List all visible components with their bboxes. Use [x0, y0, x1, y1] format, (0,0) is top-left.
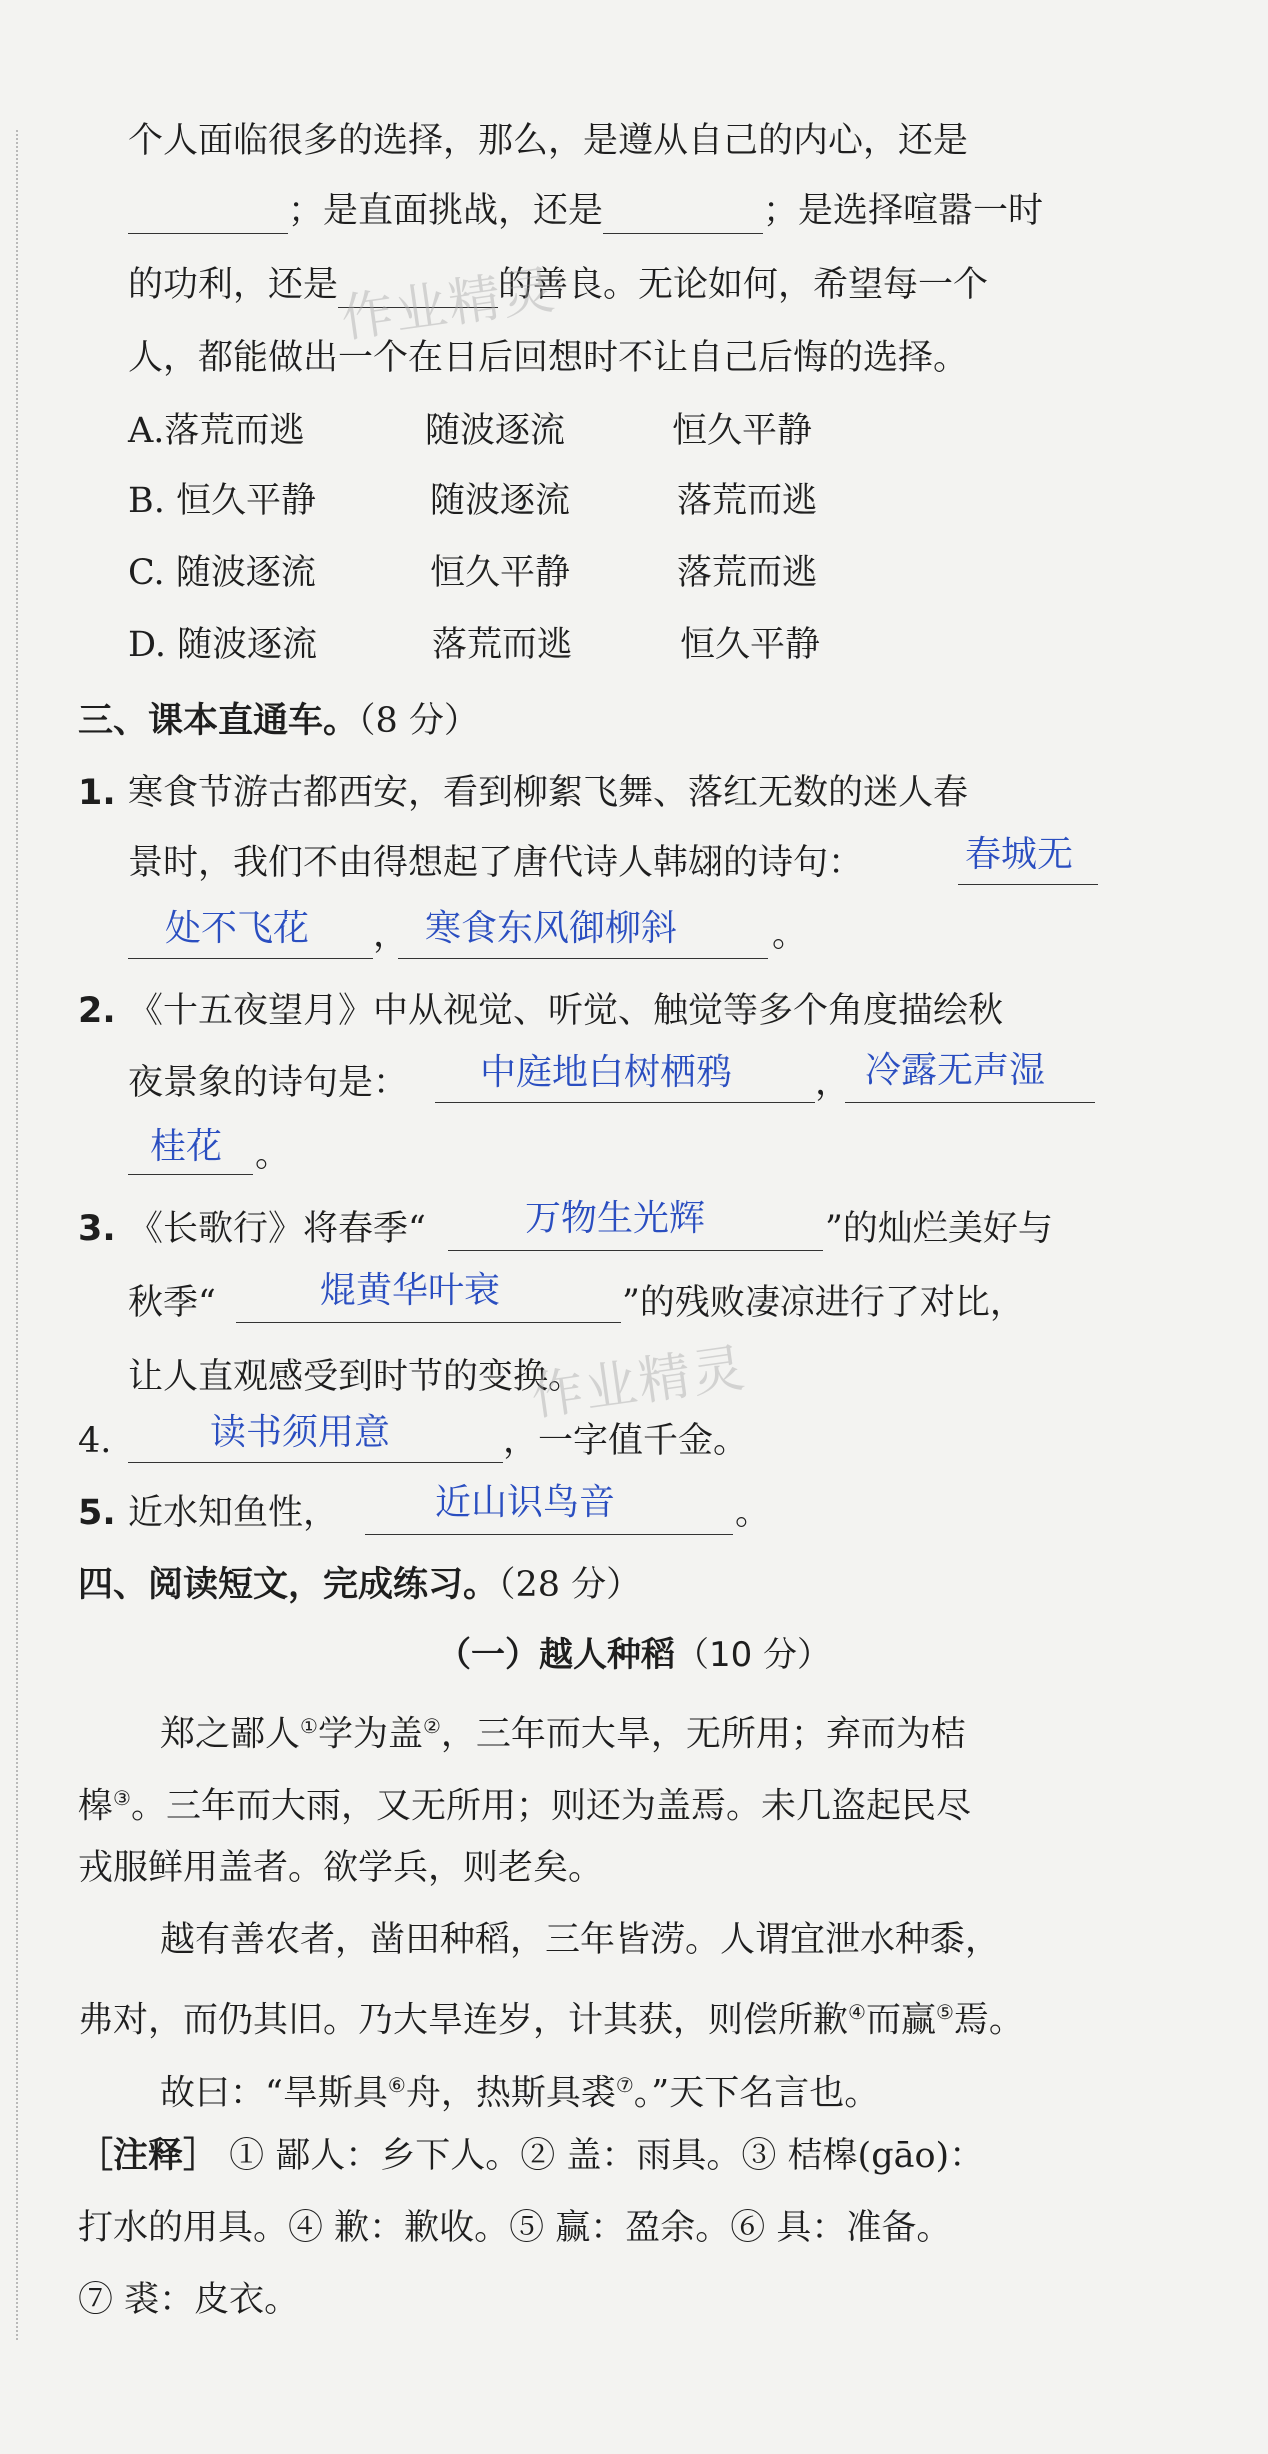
option-word: 落荒而逃 — [677, 481, 818, 521]
q2-answer-line-2 — [845, 1102, 1095, 1103]
q2-line-1 — [78, 988, 1003, 1034]
q5-line — [78, 1490, 338, 1536]
option-word: 落荒而逃 — [677, 553, 818, 593]
passage-score: （10 分） — [674, 1635, 832, 1675]
footnote-mark: ⑦ — [615, 2073, 634, 2097]
fill-blank-1[interactable] — [128, 193, 288, 234]
option-word: 恒久平静 — [672, 411, 813, 451]
q1-answer-line-3 — [398, 958, 768, 959]
q3-text: ”的灿烂美好与 — [825, 1209, 1053, 1249]
paragraph-text: 焉。 — [953, 2000, 1024, 2041]
paragraph-text: 而赢 — [865, 2000, 936, 2041]
passage-line-3 — [128, 262, 988, 308]
q1-line-2: 景时，我们不由得想起了唐代诗人韩翃的诗句： — [128, 843, 864, 883]
question-number: 1. — [78, 773, 116, 813]
option-word: 恒久平静 — [430, 553, 571, 593]
passage-text: ；是直面挑战，还是 — [288, 191, 604, 231]
option-letter: B. — [128, 481, 165, 521]
option-word: 随波逐流 — [430, 481, 571, 521]
q3-answer-part-1[interactable]: 万物生光辉 — [525, 1198, 706, 1239]
fill-blank-2[interactable] — [603, 193, 763, 234]
paragraph-3 — [160, 2062, 879, 2117]
q4-text: ，一字值千金。 — [503, 1421, 749, 1461]
question-number: 5. — [78, 1493, 116, 1533]
q3-answer-part-2[interactable]: 焜黄华叶衰 — [320, 1270, 501, 1311]
footnote-mark: ① — [300, 1714, 318, 1738]
section-score: （28 分） — [498, 1565, 642, 1605]
paragraph-text: 弗对，而仍其旧。乃大旱连岁，计其获，则偿所歉 — [78, 2000, 849, 2041]
paragraph-1-line-2 — [78, 1775, 971, 1830]
paragraph-2-line-1: 越有善农者，凿田种稻，三年皆涝。人谓宜泄水种黍， — [160, 1920, 1001, 1960]
q3-line-3: 让人直观感受到时节的变换。 — [128, 1357, 584, 1397]
q2-line-2: 夜景象的诗句是： — [128, 1063, 409, 1103]
paragraph-text: 。三年而大雨，又无所用；则还为盖焉。未几盗起民尽 — [130, 1786, 971, 1827]
footnote-mark: ② — [422, 1714, 441, 1738]
option-word: 随波逐流 — [177, 625, 318, 665]
section-title: 三、课本直通车。 — [78, 701, 359, 741]
passage-line-4: 人，都能做出一个在日后回想时不让自己后悔的选择。 — [128, 338, 969, 378]
q2-comma: ， — [815, 1063, 851, 1103]
option-letter: D. — [128, 625, 166, 665]
section-3-heading — [78, 698, 479, 744]
paragraph-1-line-1 — [160, 1703, 966, 1758]
option-letter: C. — [128, 553, 165, 593]
option-b[interactable] — [128, 478, 316, 524]
question-number: 4. — [78, 1421, 112, 1461]
option-word: 落荒而逃 — [432, 625, 573, 665]
passage-text: 的善良。无论如何，希望每一个 — [498, 265, 989, 305]
q2-answer-part-3[interactable]: 桂花 — [150, 1126, 223, 1167]
q5-end-mark: 。 — [735, 1493, 771, 1533]
footnote-mark: ③ — [113, 1786, 131, 1810]
footnote-mark: ⑥ — [387, 2073, 406, 2097]
paragraph-text: 。”天下名言也。 — [633, 2073, 880, 2114]
q3-line-1 — [78, 1206, 426, 1252]
option-word: 落荒而逃 — [164, 411, 305, 451]
paragraph-text: 学为盖 — [317, 1714, 423, 1755]
q2-answer-line-1 — [435, 1102, 815, 1103]
q5-answer[interactable]: 近山识鸟音 — [435, 1482, 616, 1523]
paragraph-text: ，三年而大旱，无所用；弃而为桔 — [440, 1714, 966, 1755]
q1-answer-part-2[interactable]: 处不飞花 — [165, 908, 310, 949]
q3-answer-line-2 — [236, 1322, 621, 1323]
section-title: 四、阅读短文，完成练习。 — [78, 1565, 499, 1605]
watermark: 作业精灵 — [527, 1338, 750, 1428]
q3-answer-line-1 — [448, 1250, 823, 1251]
passage-line-1: 个人面临很多的选择，那么，是遵从自己的内心，还是 — [128, 121, 969, 161]
notes-line-1 — [78, 2133, 984, 2179]
option-a[interactable] — [128, 408, 304, 454]
passage-title — [0, 1632, 1268, 1678]
option-word: 随波逐流 — [425, 411, 566, 451]
option-d[interactable] — [128, 622, 317, 668]
passage-text: 的功利，还是 — [128, 265, 339, 305]
question-text: 寒食节游古都西安，看到柳絮飞舞、落红无数的迷人春 — [128, 773, 969, 813]
option-c[interactable] — [128, 550, 316, 596]
q1-comma: ， — [373, 915, 409, 955]
paragraph-1-line-3: 戎服鲜用盖者。欲学兵，则老矣。 — [78, 1848, 604, 1888]
footnote-mark: ⑤ — [935, 2000, 954, 2024]
question-text: 《十五夜望月》中从视觉、听觉、触觉等多个角度描绘秋 — [128, 991, 1004, 1031]
paragraph-text: 故曰：“旱斯具 — [160, 2073, 388, 2114]
question-text: 《长歌行》将春季“ — [128, 1209, 426, 1249]
section-score: （8 分） — [358, 701, 479, 741]
option-word: 恒久平静 — [176, 481, 317, 521]
margin-dotted-line — [16, 130, 18, 2340]
paragraph-text: 槔 — [78, 1786, 114, 1827]
q1-answer-part-1[interactable]: 春城无 — [965, 834, 1074, 875]
q1-answer-line-2 — [128, 958, 373, 959]
passage-line-2 — [128, 188, 1043, 234]
option-word: 恒久平静 — [680, 625, 821, 665]
section-4-heading — [78, 1562, 641, 1608]
q2-answer-part-1[interactable]: 中庭地白树栖鸦 — [480, 1052, 733, 1093]
q1-answer-part-3[interactable]: 寒食东风御柳斜 — [425, 908, 678, 949]
q1-answer-line-1 — [958, 884, 1098, 885]
notes-line-2: 打水的用具。④ 歉：歉收。⑤ 赢：盈余。⑥ 具：准备。 — [78, 2208, 952, 2248]
q1-line-1 — [78, 770, 968, 816]
passage-title-text: （一）越人种稻 — [436, 1635, 675, 1675]
question-number: 2. — [78, 991, 116, 1031]
q3-text: ”的残败凄凉进行了对比， — [622, 1283, 1025, 1323]
option-letter: A. — [128, 411, 165, 451]
q2-end-mark: 。 — [255, 1135, 291, 1175]
paragraph-2-line-2 — [78, 1989, 1024, 2044]
notes-label: ［注释］ — [78, 2136, 219, 2176]
question-text: 近水知鱼性， — [128, 1493, 339, 1533]
q4-answer[interactable]: 读书须用意 — [210, 1412, 391, 1453]
q3-line-2: 秋季“ — [128, 1283, 216, 1323]
notes-line-3: ⑦ 裘：皮衣。 — [78, 2280, 300, 2320]
paragraph-text: 郑之鄙人 — [160, 1714, 301, 1755]
passage-text: ；是选择喧嚣一时 — [763, 191, 1044, 231]
q4-answer-line — [128, 1462, 503, 1463]
q2-answer-part-2[interactable]: 冷露无声湿 — [865, 1050, 1046, 1091]
q1-end-mark: 。 — [772, 915, 808, 955]
notes-text: ① 鄙人：乡下人。② 盖：雨具。③ 桔槔(gāo)： — [229, 2136, 985, 2176]
q2-answer-line-3 — [128, 1174, 253, 1175]
q5-answer-line — [365, 1534, 733, 1535]
footnote-mark: ④ — [848, 2000, 866, 2024]
watermark: 作业精灵 — [337, 260, 560, 350]
question-number: 3. — [78, 1209, 116, 1249]
option-word: 随波逐流 — [175, 553, 316, 593]
paragraph-text: 舟，热斯具裘 — [405, 2073, 616, 2114]
